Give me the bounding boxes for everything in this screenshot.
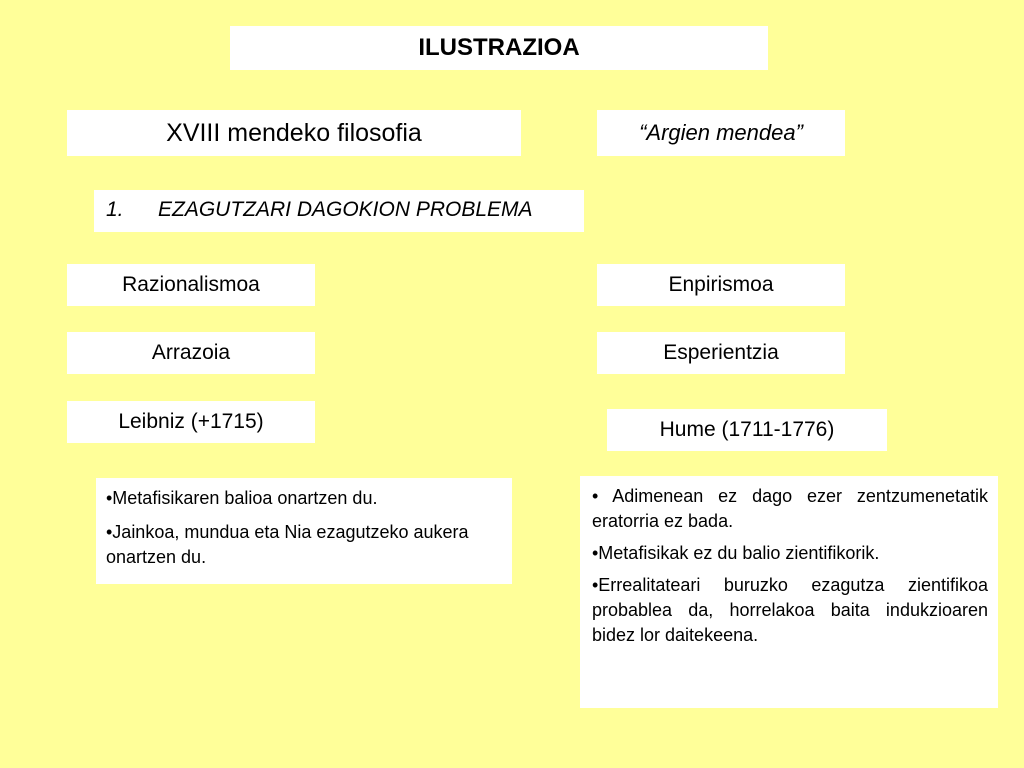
rationalism-source <box>67 332 315 374</box>
page-title <box>230 26 768 70</box>
rationalism-bullet-list <box>96 478 512 584</box>
problem-number: 1. <box>106 198 124 221</box>
empiricism-bullet-list <box>580 476 998 708</box>
age-of-lights-heading <box>597 110 845 156</box>
problem-heading <box>106 198 533 222</box>
list-item: •Metafisikaren balioa onartzen du. <box>106 488 378 508</box>
empiricism-author <box>607 409 887 451</box>
century-philosophy-text: XVIII mendeko filosofia <box>166 118 422 147</box>
rationalism-title <box>67 264 315 306</box>
rationalism-source-text: Arrazoia <box>151 341 231 364</box>
rationalism-author <box>67 401 315 443</box>
rationalism-title-text: Razionalismoa <box>122 273 260 296</box>
empiricism-author-text: Hume (1711-1776) <box>659 418 835 441</box>
rationalism-author-text: Leibniz (+1715) <box>118 410 264 433</box>
age-of-lights-text: “Argien mendea” <box>639 120 803 145</box>
problem-label: EZAGUTZARI DAGOKION PROBLEMA <box>158 198 533 221</box>
list-item: •Errealitateari buruzko ezagutza zientifikoa probablea da, horrelakoa baita indukzioaren bidez lor daitekeena. <box>592 575 988 645</box>
empiricism-source-text: Esperientzia <box>663 341 779 364</box>
list-item: •Jainkoa, mundua eta Nia ezagutzeko aukera onartzen du. <box>106 522 469 567</box>
empiricism-source <box>597 332 845 374</box>
century-philosophy-heading <box>67 110 521 156</box>
empiricism-title <box>597 264 845 306</box>
empiricism-title-text: Enpirismoa <box>668 273 774 296</box>
list-item: • Adimenean ez dago ezer zentzumenetatik eratorria ez bada. <box>592 486 988 531</box>
page-title-text: ILUSTRAZIOA <box>418 34 580 61</box>
list-item: •Metafisikak ez du balio zientifikorik. <box>592 543 880 563</box>
